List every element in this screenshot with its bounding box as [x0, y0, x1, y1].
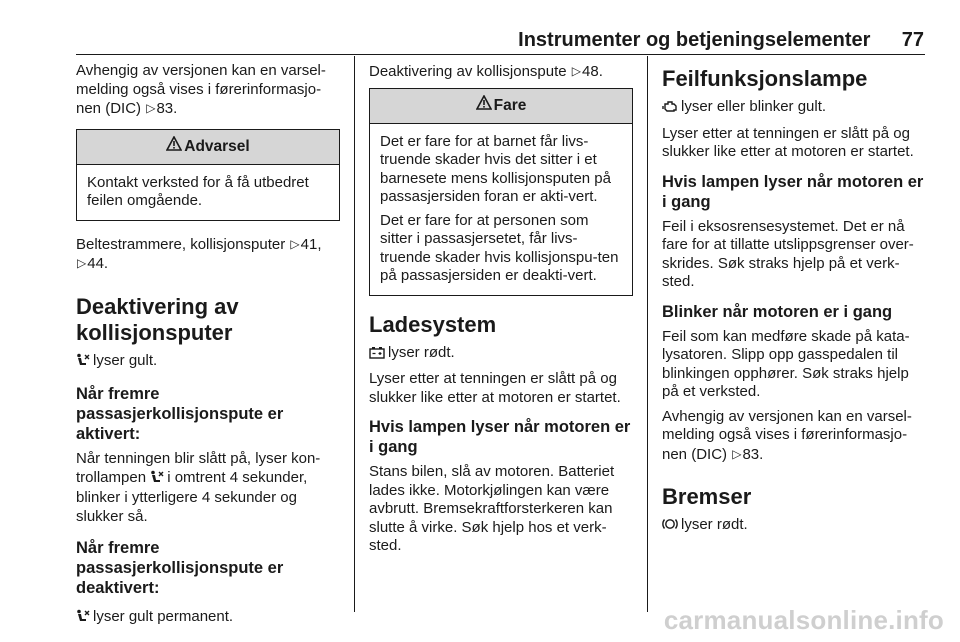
airbag-deactivated-text: lyser gult permanent. [76, 608, 340, 629]
header-title: Instrumenter og betjeningselementer [518, 29, 871, 51]
subheading-airbag-activated: Når fremre passasjerkollisjonspute er aktivert: [76, 385, 284, 443]
column-1 [76, 62, 340, 635]
airbag-light-line: lyser gult. [76, 352, 340, 373]
intro-paragraph: Avhengig av versjonen kan en varsel-melding også vises i førerinformasjo-nen (DIC) ▷83. [76, 62, 326, 117]
warning-box [76, 129, 340, 221]
danger-box-header [370, 89, 632, 124]
charging-text: Lyser etter at tenningen er slått på og slukker like etter at motoren er startet. [369, 370, 621, 406]
column-3 [662, 62, 926, 543]
danger-text-2: Det er fare for at personen som sitter i passasjersetet, får livs-truende skader hvis kollisjonspu-ten på passasjersiden er deakti-vert. [380, 211, 619, 284]
warning-title: Advarsel [184, 137, 250, 155]
warning-triangle-icon [166, 130, 182, 164]
subheading-charging-lit: Hvis lampen lyser når motoren er i gang [369, 418, 631, 456]
page-ref-link[interactable]: 44. [87, 255, 109, 272]
malfunction-text: Lyser etter at tenningen er slått på og slukker like etter at motoren er startet. [662, 124, 914, 160]
reference-arrow-icon: ▷ [571, 64, 582, 78]
column-2 [369, 62, 633, 562]
airbag-off-icon [150, 470, 164, 490]
header-rule [76, 54, 925, 55]
brake-warning-icon [662, 517, 678, 537]
charging-light-line: lyser rødt. [369, 344, 633, 365]
dic-paragraph: Avhengig av versjonen kan en varsel-melding også vises i førerinformasjo-nen (DIC) ▷83. [662, 407, 912, 463]
page-number: 77 [901, 29, 924, 51]
flash-running-text: Feil som kan medføre skade på kata-lysatoren. Slipp opp gasspedalen til blinkingen opphører. Søk straks hjelp på et verksted. [662, 327, 910, 400]
page-header [0, 28, 924, 52]
deactivation-ref-paragraph: Deaktivering av kollisjonspute ▷48. [369, 63, 603, 80]
page-ref-link[interactable]: 41, [300, 235, 322, 253]
danger-text-1: Det er fare for at barnet får livs-truende skader hvis det sitter i et barnesete mens kollisjonsputen på passasjersiden foran er akti-vert. [380, 132, 611, 205]
warning-box-header [77, 130, 339, 165]
page-ref-link[interactable]: 48. [582, 63, 603, 80]
subheading-lit-running: Hvis lampen lyser når motoren er i gang [662, 172, 924, 211]
warning-triangle-icon [476, 89, 492, 123]
airbag-off-icon [76, 353, 90, 373]
airbag-off-icon [76, 609, 90, 629]
battery-icon [369, 346, 385, 365]
danger-box [369, 88, 633, 296]
watermark: carmanualsonline.info [663, 605, 944, 635]
malfunction-light-line: lyser eller blinker gult. [662, 98, 926, 119]
section-heading-malfunction: Feilfunksjonslampe [662, 66, 868, 91]
reference-arrow-icon: ▷ [77, 256, 87, 270]
lit-running-text: Feil i eksosrensesystemet. Det er nå fare for at tillatte utslippsgrenser over-skrides. Søk straks hjelp på et verk-sted. [662, 217, 914, 290]
engine-icon [662, 100, 678, 119]
subheading-airbag-deactivated: Når fremre passasjerkollisjonspute er deaktivert: [76, 539, 284, 597]
page-ref-link[interactable]: 83. [742, 445, 764, 463]
subheading-flash-running: Blinker når motoren er i gang [662, 302, 893, 321]
reference-arrow-icon: ▷ [146, 101, 156, 115]
warning-text: Kontakt verksted for å få utbedret feilen omgående. [87, 173, 309, 209]
page-ref-link[interactable]: 83. [156, 100, 178, 117]
reference-arrow-icon: ▷ [732, 446, 742, 461]
section-heading-brakes: Bremser [662, 484, 752, 509]
brakes-light-line: lyser rødt. [662, 516, 926, 537]
danger-title: Fare [493, 96, 527, 114]
column-divider [354, 56, 355, 612]
section-heading-airbag-deactivation: Deaktivering av kollisjonsputer [76, 293, 239, 345]
charging-sub-text: Stans bilen, slå av motoren. Batteriet lades ikke. Motorkjølingen kan være avbrutt. Bremsekraftforsterkeren kan slutte å virke. Søk hjelp hos et verk-sted. [369, 463, 615, 554]
section-heading-charging: Ladesystem [369, 311, 497, 337]
seatbelt-paragraph: Beltestrammere, kollisjonsputer ▷41, ▷44. [76, 235, 322, 272]
column-divider [647, 56, 648, 612]
reference-arrow-icon: ▷ [290, 236, 300, 251]
airbag-activated-text: Når tenningen blir slått på, lyser kon-trollampen i omtrent 4 sekunder, blinker i ytterligere 4 sekunder og slukker så. [76, 450, 321, 525]
